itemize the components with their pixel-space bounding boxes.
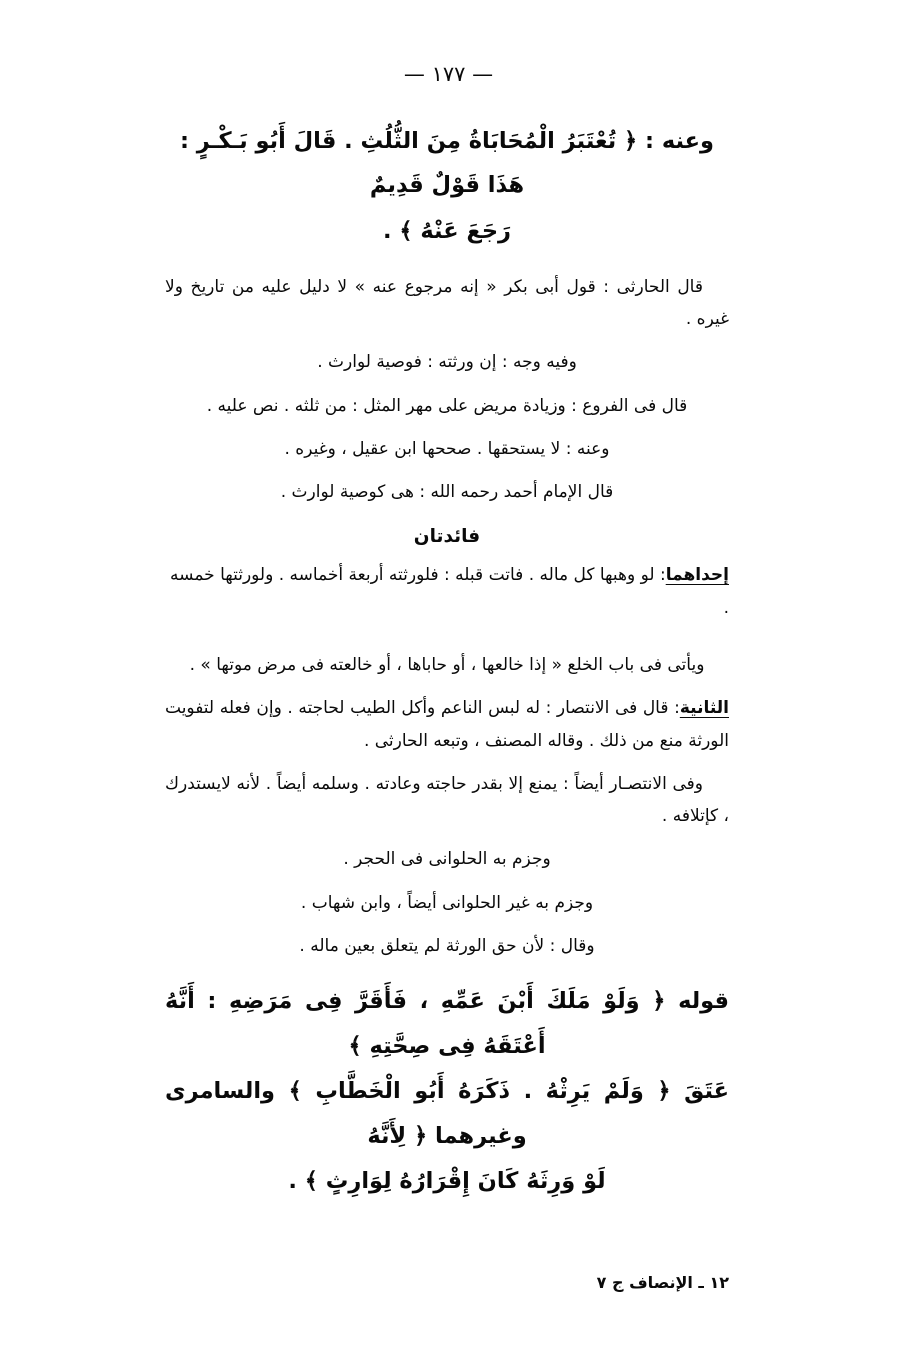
spacer — [165, 635, 729, 649]
paragraph-ghayr-hulwani: وجزم به غير الحلوانى أيضاً ، وابن شهاب . — [300, 892, 594, 913]
paragraph-imam-ahmad: قال الإمام أحمد رحمه الله : هى كوصية لوارث . — [280, 482, 614, 503]
paragraph-furu: قال فى الفروع : وزيادة مريض على مهر المثل : من ثلثه . نص عليه . — [206, 395, 688, 416]
paragraph-anhu: وعنه : لا يستحقها . صححها ابن عقيل ، وغيره . — [284, 438, 610, 459]
closing-quotation — [165, 979, 729, 1204]
opening-quotation — [165, 120, 729, 254]
page-footer: ١٢ ـ الإنصاف ج ٧ — [596, 1273, 729, 1292]
fayda-one — [165, 559, 729, 624]
paragraph-intisar: وفى الانتصـار أيضاً : يمنع إلا بقدر حاجته وعادته . وسلمه أيضاً . لأنه لايستدرك ، كإتلافه . — [165, 773, 729, 827]
paragraph-waqala: وقال : لأن حق الورثة لم يتعلق بعين ماله . — [299, 936, 595, 957]
paragraph-wajh: وفيه وجه : إن ورثته : فوصية لوارث . — [317, 352, 577, 373]
fayda-two-text: : قال فى الانتصار : له لبس الناعم وأكل الطيب لحاجته . وإن فعله لتفويت الورثة منع من ذلك . وقاله المصنف ، وتبعه الحارثى . — [165, 698, 729, 751]
section-title-fawaid: فائدتان — [413, 526, 481, 548]
page-body — [165, 120, 729, 1204]
fayda-two-label: الثانية — [679, 698, 729, 719]
fayda-one-text: : لو وهبها كل ماله . فاتت قبله : فلورثته أربعة أخماسه . ولورثتها خمسه . — [170, 565, 729, 618]
opening-quotation-tail: رَجَعَ عَنْهُ ﴾ . — [383, 217, 511, 244]
closing-quotation-line-2: عَتَقَ ﴿ وَلَمْ يَرِثْهُ . ذَكَرَهُ أَبُو الْخَطَّابِ ﴾ والسامرى وغيرهما ﴿ لِأَنَّهُ — [165, 1078, 729, 1150]
paragraph-khul: ويأتى فى باب الخلع « إذا خالعها ، أو حاباها ، أو خالعته فى مرض موتها » . — [189, 655, 705, 675]
paragraph-hulwani-hajr: وجزم به الحلوانى فى الحجر . — [343, 849, 551, 870]
paragraph-harithi: قال الحارثى : قول أبى بكر « إنه مرجوع عنه » لا دليل عليه من تاريخ ولا غيره . — [165, 276, 729, 329]
closing-quotation-line-1: قوله ﴿ وَلَوْ مَلَكَ أَبْنَ عَمِّهِ ، فَأَقَرَّ فِى مَرَضِهِ : أَنَّهُ أَعْتَقَهُ فِى صِحَّتِهِ ﴾ — [165, 988, 729, 1060]
page-number: — ١٧٧ — — [403, 62, 494, 86]
fayda-two — [165, 692, 729, 757]
opening-quotation-main: وعنه : ﴿ تُعْتَبَرُ الْمُحَابَاةُ مِنَ الثُّلُثِ . قَالَ أَبُو بَـكْـرٍ : هَذَا قَوْلٌ قَدِيمٌ — [179, 128, 715, 198]
closing-quotation-line-3: لَوْ وَرِثَهُ كَانَ إِقْرَارُهُ لِوَارِثٍ ﴾ . — [288, 1168, 606, 1195]
fayda-one-label: إحداهما — [665, 565, 729, 586]
